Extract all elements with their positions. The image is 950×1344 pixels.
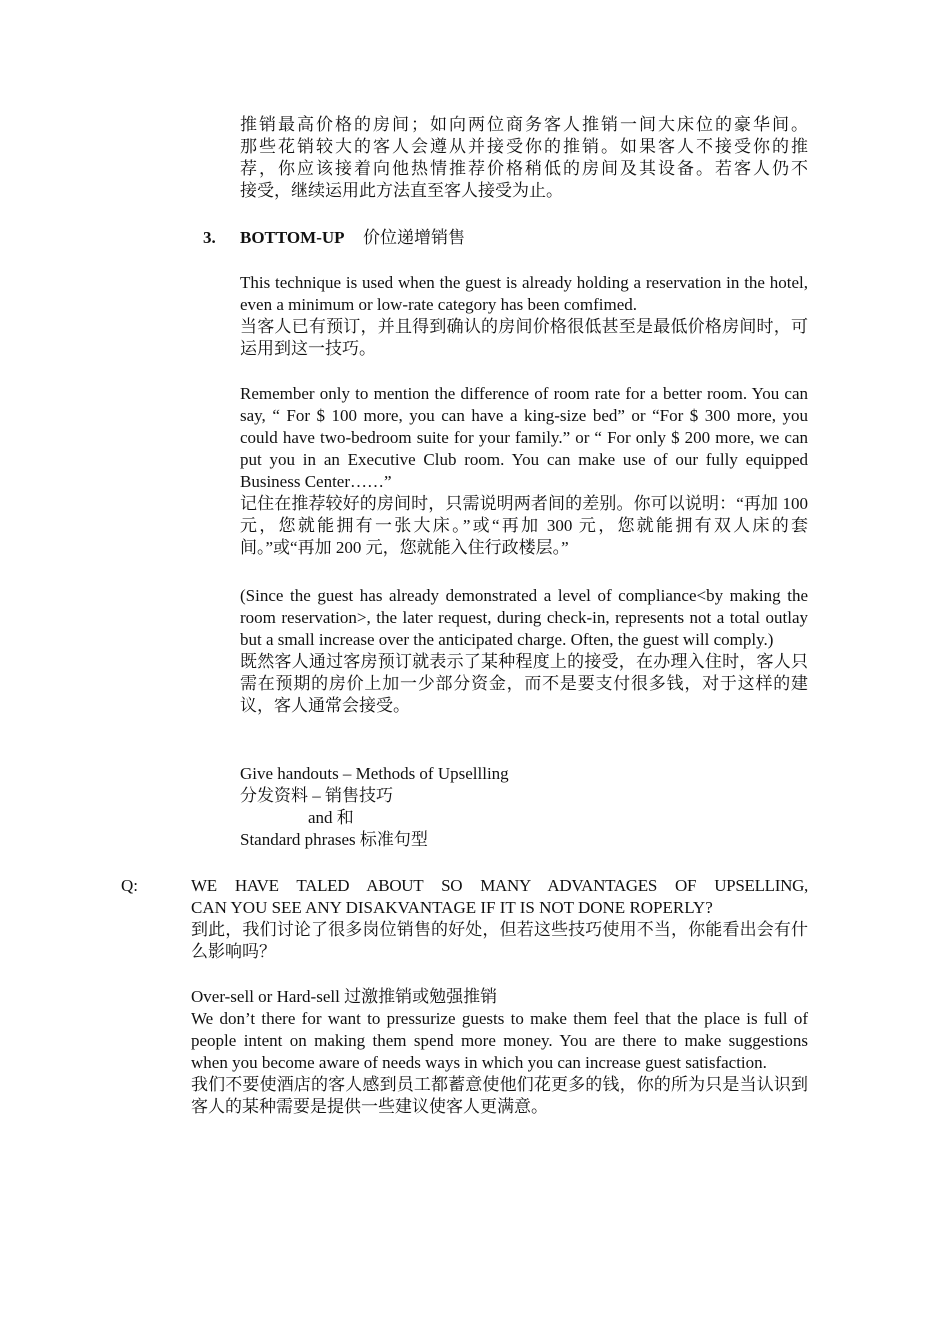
- bottom-up-paragraph-3: [240, 585, 808, 717]
- handouts-line: and 和: [308, 808, 354, 827]
- intro-line: 推销最高价格的房间；如向两位商务客人推销一间大床位的豪华间。: [240, 115, 808, 134]
- paragraph-cn: 当客人已有预订，并且得到确认的房间价格很低甚至是最低价格房间时，可运用到这一技巧。: [240, 317, 808, 358]
- intro-line: 那些花销较大的客人会遵从并接受你的推销。如果客人不接受你的推: [240, 137, 808, 156]
- question-line: CAN YOU SEE ANY DISAKVANTAGE IF IT IS NOT DONE ROPERLY?: [191, 898, 713, 917]
- bottom-up-paragraph-2: [240, 383, 808, 559]
- answer-cn: 我们不要使酒店的客人感到员工都蓄意使他们花更多的钱，你的所为只是当认识到客人的某种需要是提供一些建议使客人更满意。: [191, 1075, 808, 1116]
- handouts-line: 分发资料 – 销售技巧: [240, 786, 393, 805]
- section-number: 3.: [203, 228, 216, 247]
- paragraph-en: (Since the guest has already demonstrated a level of compliance<by making the room reservation>, the later request, during check-in, represents not a total outlay but a small increase over the anticipated charge. Often, the guest will comply.): [240, 586, 808, 649]
- intro-line: 荐，你应该接着向他热情推荐价格稍低的房间及其设备。若客人仍不: [240, 159, 808, 178]
- question-block: [191, 875, 808, 963]
- section-title-cn: 价位递增销售: [363, 228, 465, 247]
- question-line: WE HAVE TALED ABOUT SO MANY ADVANTAGES OF UPSELLING,: [191, 876, 808, 895]
- bottom-up-paragraph-1: [240, 272, 808, 360]
- handouts-block: [240, 763, 808, 851]
- question-label: Q:: [121, 876, 138, 895]
- question-cn: 到此，我们讨论了很多岗位销售的好处，但若这些技巧使用不当，你能看出会有什么影响吗？: [191, 920, 808, 961]
- section-3-heading: [203, 227, 823, 249]
- answer-block: [191, 986, 808, 1118]
- answer-heading: Over-sell or Hard-sell 过激推销或勉强推销: [191, 987, 498, 1006]
- section-title-en: BOTTOM-UP: [240, 228, 345, 247]
- intro-paragraph: [240, 114, 808, 202]
- handouts-line: Standard phrases 标准句型: [240, 830, 428, 849]
- intro-line: 接受，继续运用此方法直至客人接受为止。: [240, 181, 563, 200]
- handouts-line: Give handouts – Methods of Upsellling: [240, 764, 509, 783]
- paragraph-cn: 记住在推荐较好的房间时，只需说明两者间的差别。你可以说明：“再加 100 元，您就能拥有一张大床。”或“再加 300 元，您就能拥有双人床的套间。”或“再加 200 元，您就能入住行政楼层。”: [240, 494, 808, 557]
- paragraph-cn: 既然客人通过客房预订就表示了某种程度上的接受，在办理入住时，客人只需在预期的房价上加一少部分资金，而不是要支付很多钱，对于这样的建议，客人通常会接受。: [240, 652, 808, 715]
- answer-en: We don’t there for want to pressurize guests to make them feel that the place is full of people intent on making them spend more money. You are there to make suggestions when you become aware of needs ways in which you can increase guest satisfaction.: [191, 1009, 808, 1072]
- paragraph-en: Remember only to mention the difference of room rate for a better room. You can say, “ For $ 100 more, you can have a king-size bed” or “For $ 300 more, you could have two-bedroom suite for your family.” or “ For only $ 200 more, we can put you in an Executive Club room. You can make use of our fully equipped Business Center……”: [240, 384, 808, 491]
- paragraph-en: This technique is used when the guest is already holding a reservation in the hotel, even a minimum or low-rate category has been comfimed.: [240, 273, 808, 314]
